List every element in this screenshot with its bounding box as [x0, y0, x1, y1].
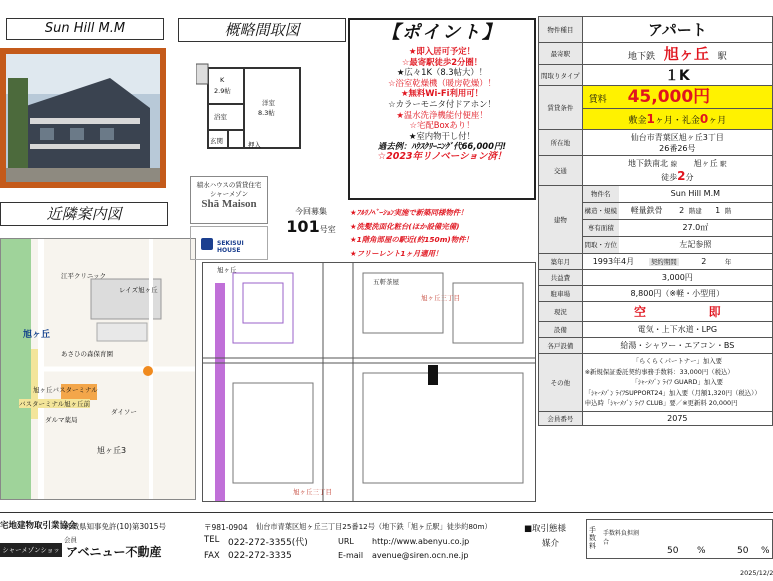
spec-other-line: ※新規保証委託契約事務手数料：33,000円（税込）	[584, 367, 734, 376]
footer-torihiki-label: ■取引態様	[524, 524, 567, 534]
campaign-line: ★フリーレント1ヶ月適用！	[350, 248, 443, 258]
points-title: 【ポイント】	[382, 22, 502, 43]
spec-line: 地下鉄	[627, 52, 655, 62]
footer-assoc: 宅地建物取引業協会	[0, 521, 77, 531]
map-label: 旭ヶ丘バスターミナル	[33, 386, 98, 394]
spec-area-value: 27.0㎡	[682, 223, 709, 232]
map-label: 旭ヶ丘3	[97, 446, 127, 455]
map-label: レイズ旭ヶ丘	[119, 286, 158, 294]
footer-fee-label: 手数料	[589, 526, 596, 550]
spec-common-value: 3,000円	[582, 270, 772, 286]
spec-util-label: 設備	[539, 322, 583, 338]
building-photo	[0, 48, 166, 188]
detail-map-label: 旭ヶ丘三丁目	[421, 294, 460, 302]
spec-other-line: 「ｼｬｰﾒｿﾞﾝ ﾗｲﾌSUPPORT24」加入要（月額1,320円（税込））	[584, 388, 761, 397]
footer-fee-right: 50	[737, 546, 749, 556]
footer-shop-badge: シャーメゾンショップ	[0, 543, 62, 557]
spec-other-line: 申込時「ｼｬｰﾒｿﾞﾝ ﾗｲﾌ CLUB」要／※更新料 20,000円	[584, 399, 738, 408]
map-label: あさひの森保育園	[61, 350, 113, 358]
spec-walk: 徒歩	[661, 173, 678, 182]
detail-map	[202, 262, 536, 502]
spec-other-label: その他	[539, 354, 583, 412]
spec-key-unit: ヶ月	[708, 116, 727, 126]
spec-year	[582, 254, 772, 270]
sha-maison-wordmark: Shā Maison	[201, 198, 257, 210]
footer-tel: 022-272-3355(代)	[228, 538, 308, 548]
spec-floors: 2	[679, 206, 685, 215]
sekisui-corp: SEKISUI HOUSE	[217, 240, 244, 254]
spec-deposit-n: 1	[646, 112, 655, 126]
sha-maison-tagline1: 積水ハウスの賃貸住宅	[196, 181, 262, 189]
spec-deposit-unit: ヶ月	[654, 116, 673, 126]
point-line: ☆浴室乾燥機（暖房乾燥）！	[387, 77, 496, 88]
spec-util-value: 電気・上下水道・LPG	[582, 322, 772, 338]
spec-member-label: 会員番号	[539, 412, 583, 426]
footer-fee-pct2: %	[761, 546, 770, 556]
map-label: 江平クリニック	[61, 272, 107, 280]
spec-contract-unit: 年	[724, 258, 732, 266]
spec-type-value: アパート	[582, 17, 772, 43]
spec-parking-value: 8,800円（※軽・小型用）	[582, 286, 772, 302]
footer-url-label: URL	[338, 537, 354, 546]
spec-member-value: 2075	[582, 412, 772, 426]
spec-address-line1: 仙台市青葉区旭ヶ丘3丁目	[630, 132, 724, 142]
footer-fee-left: 50	[667, 546, 679, 556]
building-name-header: Sun Hill M.M	[6, 18, 164, 40]
footer-email[interactable]: avenue@siren.ocn.ne.jp	[372, 551, 469, 560]
spec-rent-name: 賃料	[588, 95, 607, 105]
campaign-box	[350, 206, 536, 264]
spec-traffic-station: 旭ヶ丘	[693, 159, 718, 168]
footer-address: 仙台市青葉区旭ヶ丘三丁目25番12号（地下鉄「旭ヶ丘駅」徒歩約80m）	[256, 522, 492, 531]
spec-parking-label: 駐車場	[539, 286, 583, 302]
spec-bldg	[582, 186, 772, 254]
point-line: ★室内物干し付！	[408, 130, 476, 141]
spec-name-value: Sun Hill M.M	[670, 189, 721, 198]
sekisui-logo	[190, 226, 268, 260]
footer	[0, 512, 773, 581]
campaign-line: ★ﾌﾙﾘﾉﾍﾞｰｼｮﾝ実施で新築同様物件！	[350, 208, 468, 217]
spec-status-label: 現況	[539, 302, 583, 322]
spec-other	[582, 354, 772, 412]
footer-fax: 022-272-3335	[228, 551, 292, 561]
footer-tel-label: TEL	[204, 535, 220, 545]
spec-contract-value: 2	[701, 257, 707, 266]
footer-fee-pct1: %	[697, 546, 706, 556]
footer-fax-label: FAX	[204, 551, 220, 561]
spec-equip-value: 給湯・シャワー・エアコン・BS	[582, 338, 772, 354]
spec-key-n: 0	[699, 112, 709, 126]
map-label-station: 旭ヶ丘	[23, 330, 51, 340]
spec-bldg-label: 建物	[539, 186, 583, 254]
point-line: ☆宅配Boxあり！	[409, 120, 475, 131]
spec-table	[538, 16, 773, 426]
detail-map-label: 旭ヶ丘三丁目	[293, 488, 332, 496]
point-line: ★即入居可予定！	[408, 46, 476, 56]
spec-common-label: 共益費	[539, 270, 583, 286]
detail-map-label: 五軒茶屋	[373, 278, 399, 286]
spec-traffic-eki: 駅	[720, 160, 727, 168]
spec-sun-value: 左記参照	[679, 240, 712, 249]
spec-address-line2: 26番26号	[659, 143, 696, 153]
spec-other-line: 「らくらくパートナー」加入要	[632, 357, 723, 366]
spec-rent: 賃料 45,000円 敷金1ヶ月・礼金0ヶ月	[582, 86, 772, 130]
spec-type-label: 物件種目	[539, 17, 583, 43]
footer-url[interactable]: http://www.abenyu.co.jp	[372, 537, 470, 546]
point-line: ★無料Wi-Fi利用可！	[401, 88, 483, 99]
spec-floor-unit: 階建	[688, 207, 702, 215]
footer-email-label: E-mail	[338, 551, 364, 560]
point-line: ☆2023年リノベーション済！	[377, 150, 507, 162]
footer-date: 2025/12/2	[740, 569, 773, 577]
spec-address	[582, 130, 772, 156]
floorplan	[196, 62, 306, 162]
map-label: ダイソー	[111, 408, 137, 416]
spec-other-line: 「ｼｬｰﾒｿﾞﾝ ﾗｲﾌ GUARD」加入要	[631, 378, 724, 387]
spec-status	[582, 302, 772, 322]
spec-struct-value: 軽量鉄骨	[630, 206, 663, 215]
map-label: ダルマ薬局	[45, 416, 78, 424]
campaign-line: ★洗髪洗面化粧台(ほか設備完備)	[350, 221, 460, 231]
spec-rent-value: 45,000円	[627, 87, 711, 107]
building-photo-image	[0, 48, 166, 188]
spec-name-label: 物件名	[583, 186, 619, 202]
footer-fee-left-label: 手数料負担割合	[603, 530, 640, 546]
spec-traffic	[582, 156, 772, 186]
recruit-label: 今回募集	[295, 207, 327, 216]
floorplan-western-size: 8.3帖	[258, 109, 275, 117]
spec-walk-min: 2	[677, 169, 686, 183]
floorplan-header: 概略間取図	[178, 18, 346, 42]
recruit-room-number: 101	[286, 217, 320, 236]
recruit-box	[278, 206, 344, 254]
spec-layout-value: １K	[582, 65, 772, 86]
neighborhood-map	[0, 238, 196, 500]
footer-member-label: 会員	[64, 536, 77, 544]
footer-company: アベニュー不動産	[66, 545, 162, 559]
sekisui-mark-icon	[201, 238, 213, 250]
spec-status-vacant: 空	[634, 305, 647, 319]
points-box	[348, 18, 536, 200]
spec-traffic-line: 地下鉄南北	[628, 159, 669, 168]
recruit-room-suffix: 号室	[319, 225, 336, 234]
point-line: ☆カラーモニタ付ドアホン！	[388, 98, 496, 109]
sha-maison-logo	[190, 176, 268, 224]
spec-rent-label: 賃貸条件	[539, 86, 583, 130]
spec-key-label: 礼金	[681, 116, 700, 126]
point-line: ★広々1K（8.3帖大）！	[396, 67, 488, 78]
floorplan-entrance: 玄関	[210, 137, 223, 145]
spec-equip-label: 各戸設備	[539, 338, 583, 354]
spec-layout-label: 間取りタイプ	[539, 65, 583, 86]
recruit-room	[278, 217, 344, 236]
spec-traffic-sen: 線	[670, 160, 678, 168]
spec-year-value: 1993年4月	[592, 257, 635, 266]
spec-struct-label: 構造・規模	[583, 203, 619, 219]
spec-station-label: 最寄駅	[539, 43, 583, 65]
sha-maison-tagline2: シャーメゾン	[209, 190, 249, 198]
detail-map-drawing	[203, 263, 536, 502]
spec-station-suffix: 駅	[717, 52, 727, 62]
spec-contract-label: 契約期間	[650, 258, 677, 266]
spec-status-immediate: 即	[708, 305, 721, 319]
spec-area-label: 専有面積	[583, 220, 619, 236]
map-header: 近隣案内図	[0, 202, 168, 226]
spec-deposit-label: 敷金	[628, 116, 647, 126]
floorplan-bath: 浴室	[214, 113, 227, 121]
spec-traffic-label: 交通	[539, 156, 583, 186]
footer-license: 宮城県知事免許(10)第3015号	[64, 522, 166, 531]
spec-floor-no: 1	[715, 206, 721, 215]
spec-year-label: 築年月	[539, 254, 583, 270]
spec-address-label: 所在地	[539, 130, 583, 156]
point-line: ★温水洗浄機能付便座！	[396, 109, 488, 120]
floorplan-kitchen: K	[220, 76, 225, 84]
footer-fee-box	[586, 519, 773, 559]
spec-station-name: 旭ヶ丘	[663, 45, 709, 63]
floorplan-kitchen-size: 2.9帖	[214, 87, 231, 95]
detail-map-label: 旭ヶ丘	[217, 266, 237, 274]
point-line: 過去例：ﾊｳｽｸﾘｰﾆﾝｸﾞ代66,000円!	[377, 141, 507, 152]
spec-floor-no-unit: 階	[724, 207, 732, 215]
spec-sun-label: 間取・方位	[583, 237, 619, 253]
map-label: バスターミナル旭ヶ丘前	[19, 400, 91, 408]
campaign-line: ★1階角部屋の駅近(約150m)物件！	[350, 235, 473, 244]
footer-postal: 〒981-0904	[204, 523, 248, 532]
spec-station	[582, 43, 772, 65]
point-line: ☆最寄駅徒歩2分圏！	[401, 56, 483, 67]
floorplan-western: 洋室	[262, 99, 275, 107]
floorplan-closet: 押入	[248, 141, 261, 149]
footer-torihiki-value: 媒介	[542, 539, 560, 549]
spec-walk-unit: 分	[685, 173, 694, 182]
